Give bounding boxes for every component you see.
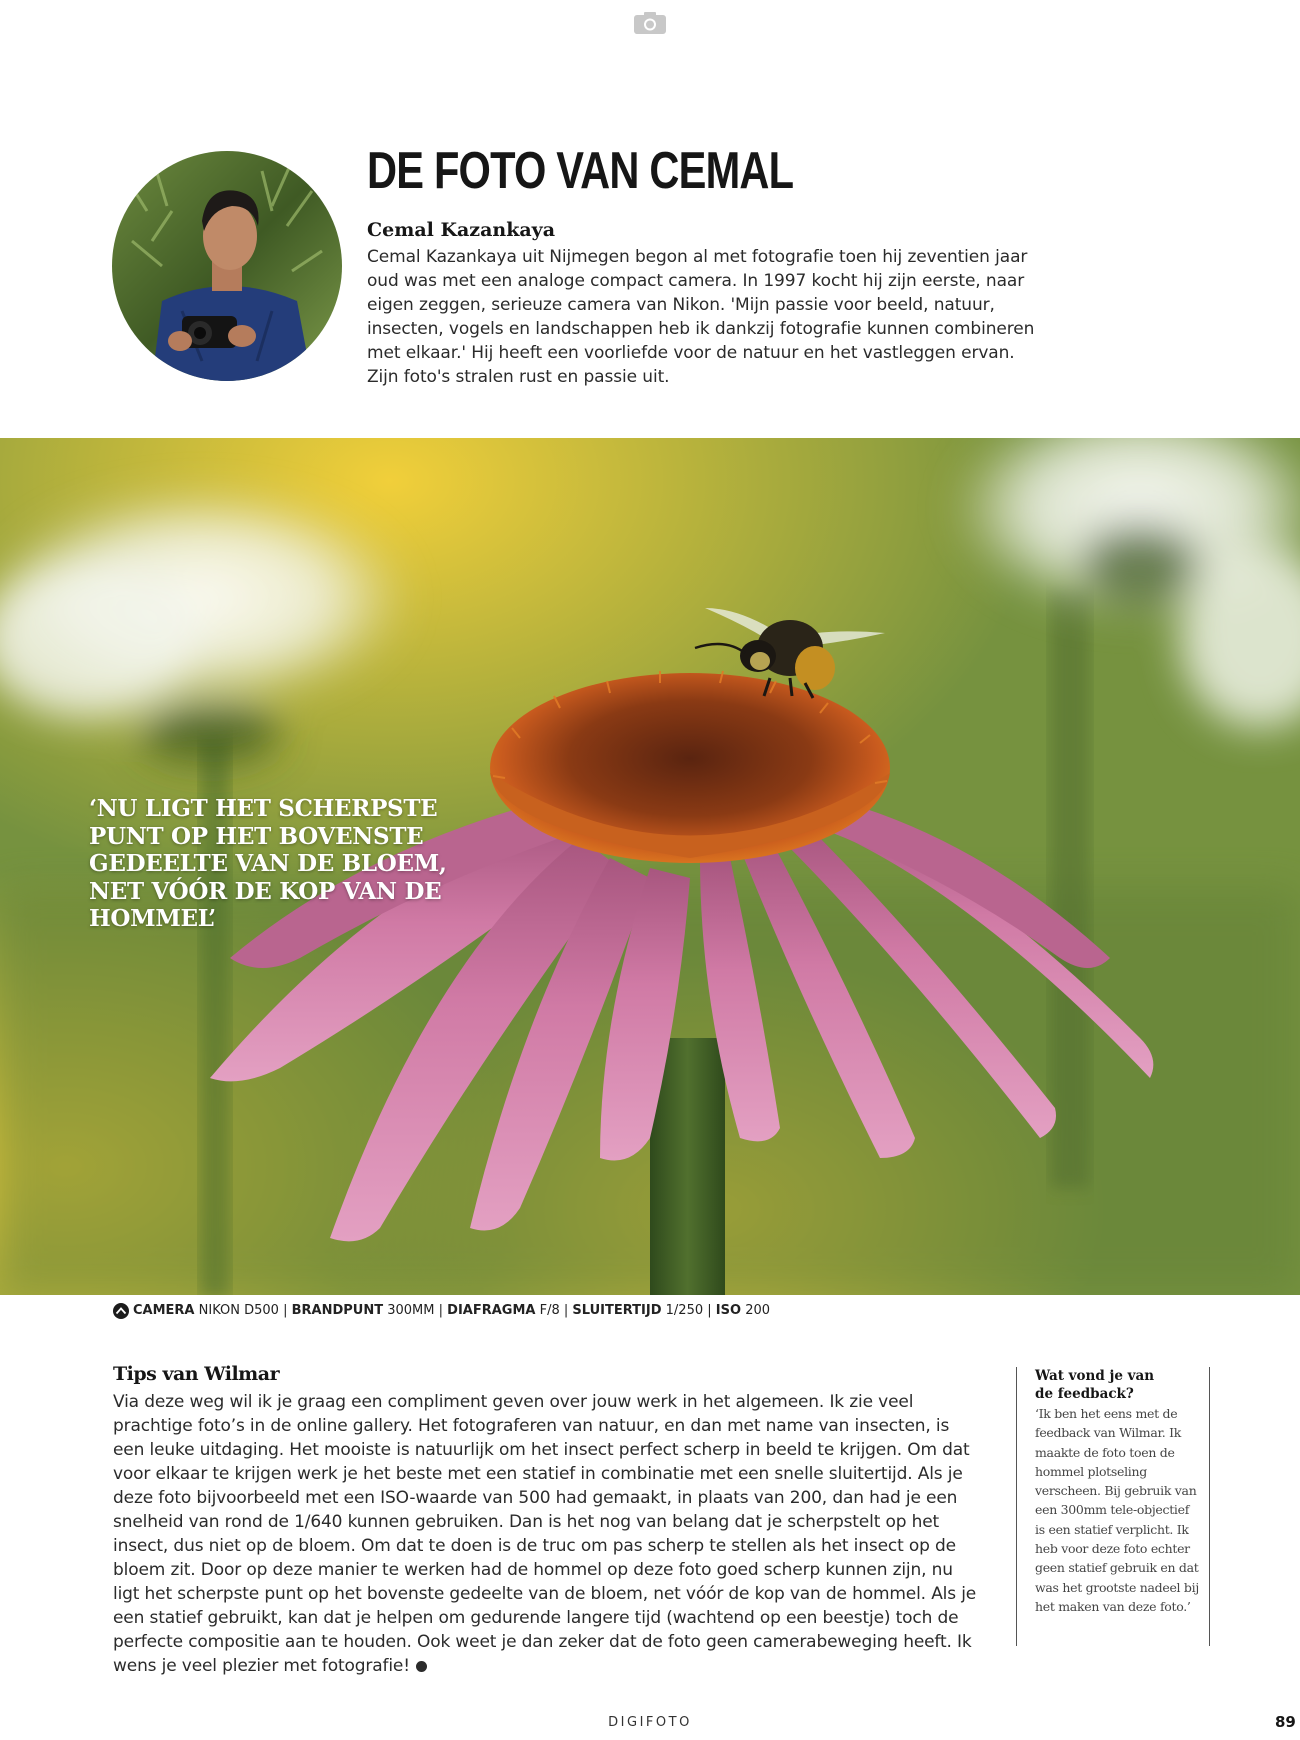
- exif-aperture-value: F/8: [539, 1303, 560, 1318]
- exif-camera-label: CAMERA: [133, 1303, 195, 1318]
- exif-separator: |: [438, 1303, 444, 1318]
- page-number: 89: [1275, 1713, 1296, 1731]
- feedback-sidebar: [1016, 1367, 1210, 1646]
- tips-paragraph: [113, 1390, 983, 1678]
- exif-iso-label: ISO: [715, 1303, 742, 1318]
- intro-paragraph: Cemal Kazankaya uit Nijmegen begon al met fotografie toen hij zeventien jaar oud was met een analoge compact camera. In 1997 kocht hij zijn eerste, naar eigen zeggen, serieuze camera van Nikon. 'Mijn passie voor beeld, natuur, insecten, vogels en landschappen heb ik dankzij fotografie kunnen combineren met elkaar.' Hij heeft een voorliefde voor de natuur en het vastleggen ervan. Zijn foto's stralen rust en passie uit.: [367, 247, 1035, 387]
- exif-separator: |: [283, 1303, 288, 1318]
- sidebar-title: Wat vond je van de feedback?: [1035, 1368, 1155, 1402]
- end-mark-icon: [416, 1661, 427, 1672]
- sidebar-body: ‘Ik ben het eens met de feedback van Wilmar. Ik maakte de foto toen de hommel plotseling verscheen. Bij gebruik van een 300mm tele-objectief is een statief verplicht. Ik heb voor deze foto echter geen statief gebruik en dat was het grootste nadeel bij het maken van deze foto.’: [1035, 1406, 1199, 1614]
- pull-quote: ‘NU LIGT HET SCHERPSTE PUNT OP HET BOVENSTE GEDEELTE VAN DE BLOEM, NET VÓÓR DE KOP VAN DE HOMMEL’: [89, 795, 447, 932]
- camera-icon: [634, 12, 666, 34]
- exif-shutter-value: 1/250: [665, 1303, 704, 1318]
- exif-focal-value: 300MM: [387, 1303, 435, 1318]
- exif-camera-value: NIKON D500: [198, 1303, 279, 1318]
- footer-brand: DIGIFOTO: [608, 1715, 692, 1730]
- exif-iso-value: 200: [745, 1303, 771, 1318]
- exif-focal-label: BRANDPUNT: [291, 1303, 384, 1318]
- exif-shutter-label: SLUITERTIJD: [572, 1303, 662, 1318]
- exif-separator: |: [563, 1303, 569, 1318]
- aperture-icon: [113, 1303, 129, 1319]
- exif-bar: [113, 1300, 770, 1322]
- author-name: Cemal Kazankaya: [367, 219, 556, 241]
- tips-title: Tips van Wilmar: [113, 1363, 280, 1385]
- exif-aperture-label: DIAFRAGMA: [447, 1303, 536, 1318]
- article-heading: DE FOTO VAN CEMAL: [367, 142, 794, 200]
- author-portrait: [112, 151, 342, 381]
- tips-text: Via deze weg wil ik je graag een compliment geven over jouw werk in het algemeen. Ik zie veel prachtige foto’s in de online gallery. Het fotograferen van natuur, en dan met name van insecten, is een leuke uitdaging. Het mooiste is natuurlijk om het insect perfect scherp in beeld te krijgen. Om dat voor elkaar te krijgen werk je het beste met een statief in combinatie met een snelle sluitertijd. Als je deze foto bijvoorbeeld met een ISO-waarde van 500 had gemaakt, in plaats van 200, dan had je een snelheid van rond de 1/640 kunnen gebruiken. Dan is het nog van belang dat je scherpstelt op het insect, dus niet op de bloem. Om dat te doen is de truc om pas scherp te stellen als het insect op de bloem zit. Door op deze manier te werken had de hommel op deze foto goed scherp kunnen zijn, nu ligt het scherpste punt op het bovenste gedeelte van de bloem, net vóór de kop van de hommel. Als je een statief gebruikt, kan dat je helpen om gedurende langere tijd (wachtend op een beestje) toch de perfecte compositie aan te houden. Ook weet je dan zeker dat de foto geen camerabeweging heeft. Ik wens je veel plezier met fotografie!: [113, 1392, 977, 1676]
- exif-separator: |: [707, 1303, 712, 1318]
